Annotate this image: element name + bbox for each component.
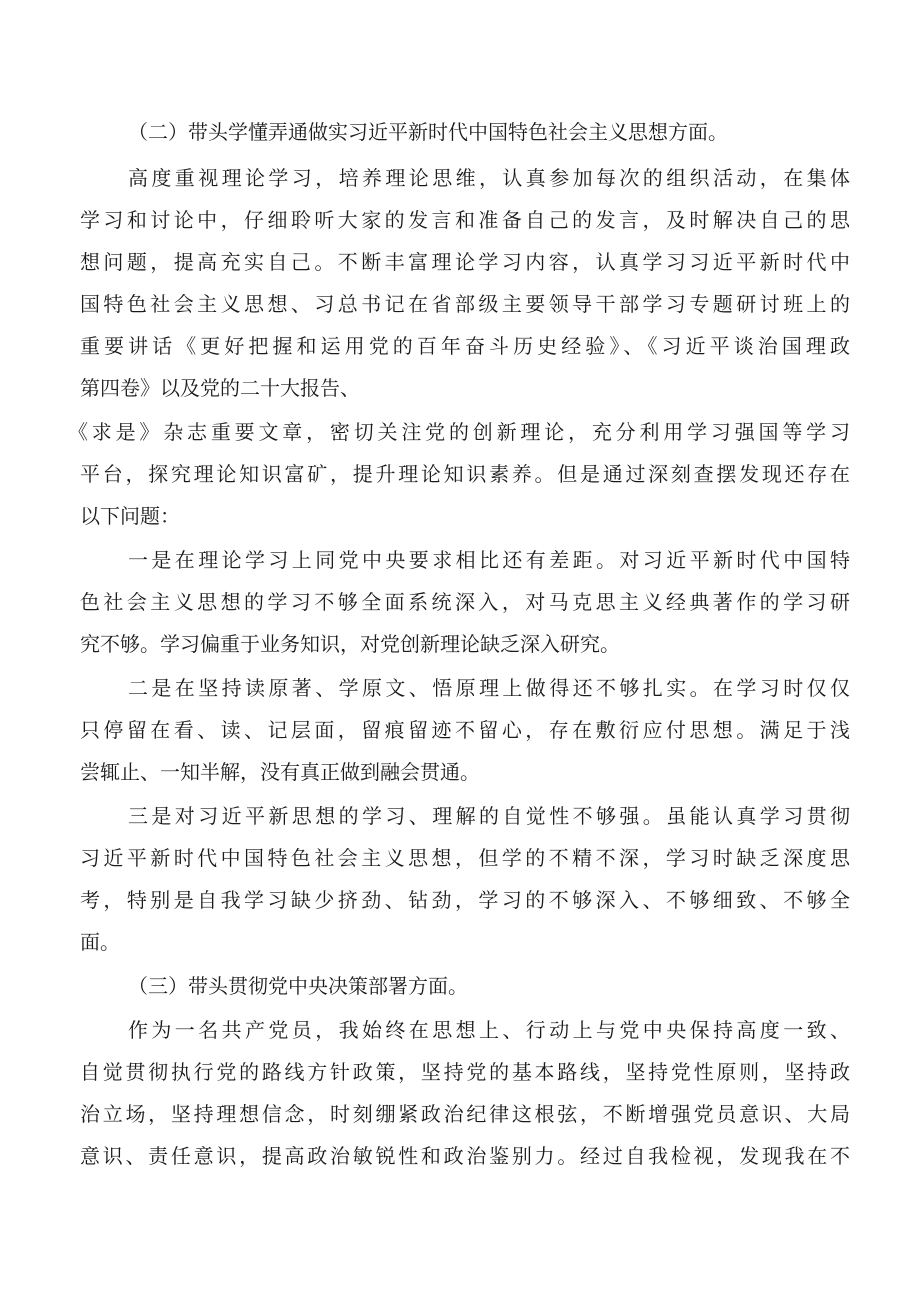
paragraph-line: 国特色社会主义思想、习总书记在省部级主要领导干部学习专题研讨班上的	[80, 292, 850, 316]
paragraph-line: 意识、责任意识，提高政治敏锐性和政治鉴别力。经过自我检视，发现我在不	[80, 1144, 850, 1168]
paragraph-line: 学习和讨论中，仔细聆听大家的发言和准备自己的发言，及时解决自己的思	[80, 208, 850, 232]
paragraph-line: 色社会主义思想的学习不够全面系统深入，对马克思主义经典著作的学习研	[80, 590, 850, 614]
paragraph-line: 究不够。学习偏重于业务知识，对党创新理论缺乏深入研究。	[80, 632, 620, 656]
paragraph-line: 考，特别是自我学习缺少挤劲、钻劲，学习的不够深入、不够细致、不够全	[80, 888, 850, 912]
paragraph-line: 第四卷》以及党的二十大报告、	[80, 376, 360, 400]
paragraph-line: 只停留在看、读、记层面，留痕留迹不留心，存在敷衍应付思想。满足于浅	[80, 718, 850, 742]
paragraph-line: 面。	[80, 930, 120, 954]
paragraph-line: 以下问题：	[80, 504, 180, 528]
paragraph-line: 尝辄止、一知半解，没有真正做到融会贯通。	[80, 760, 480, 784]
paragraph-line: 自觉贯彻执行党的路线方针政策，坚持党的基本路线，坚持党性原则，坚持政	[80, 1060, 850, 1084]
paragraph-line: 二是在坚持读原著、学原文、悟原理上做得还不够扎实。在学习时仅仅	[128, 676, 850, 700]
section-heading-3: （三）带头贯彻党中央决策部署方面。	[128, 974, 468, 998]
paragraph-line: 平台，探究理论知识富矿，提升理论知识素养。但是通过深刻查摆发现还存在	[80, 462, 850, 486]
paragraph-line: 作为一名共产党员，我始终在思想上、行动上与党中央保持高度一致、	[128, 1018, 850, 1042]
section-heading-2: （二）带头学懂弄通做实习近平新时代中国特色社会主义思想方面。	[128, 120, 728, 144]
paragraph-line: 《求是》杂志重要文章，密切关注党的创新理论，充分利用学习强国等学习	[68, 420, 850, 444]
paragraph-line: 一是在理论学习上同党中央要求相比还有差距。对习近平新时代中国特	[128, 548, 850, 572]
paragraph-line: 想问题，提高充实自己。不断丰富理论学习内容，认真学习习近平新时代中	[80, 250, 850, 274]
paragraph-line: 治立场，坚持理想信念，时刻绷紧政治纪律这根弦，不断增强党员意识、大局	[80, 1102, 850, 1126]
paragraph-line: 重要讲话《更好把握和运用党的百年奋斗历史经验》、《习近平谈治国理政	[80, 334, 850, 358]
paragraph-line: 习近平新时代中国特色社会主义思想，但学的不精不深，学习时缺乏深度思	[80, 846, 850, 870]
paragraph-line: 三是对习近平新思想的学习、理解的自觉性不够强。虽能认真学习贯彻	[128, 804, 850, 828]
paragraph-line: 高度重视理论学习，培养理论思维，认真参加每次的组织活动，在集体	[128, 166, 850, 190]
